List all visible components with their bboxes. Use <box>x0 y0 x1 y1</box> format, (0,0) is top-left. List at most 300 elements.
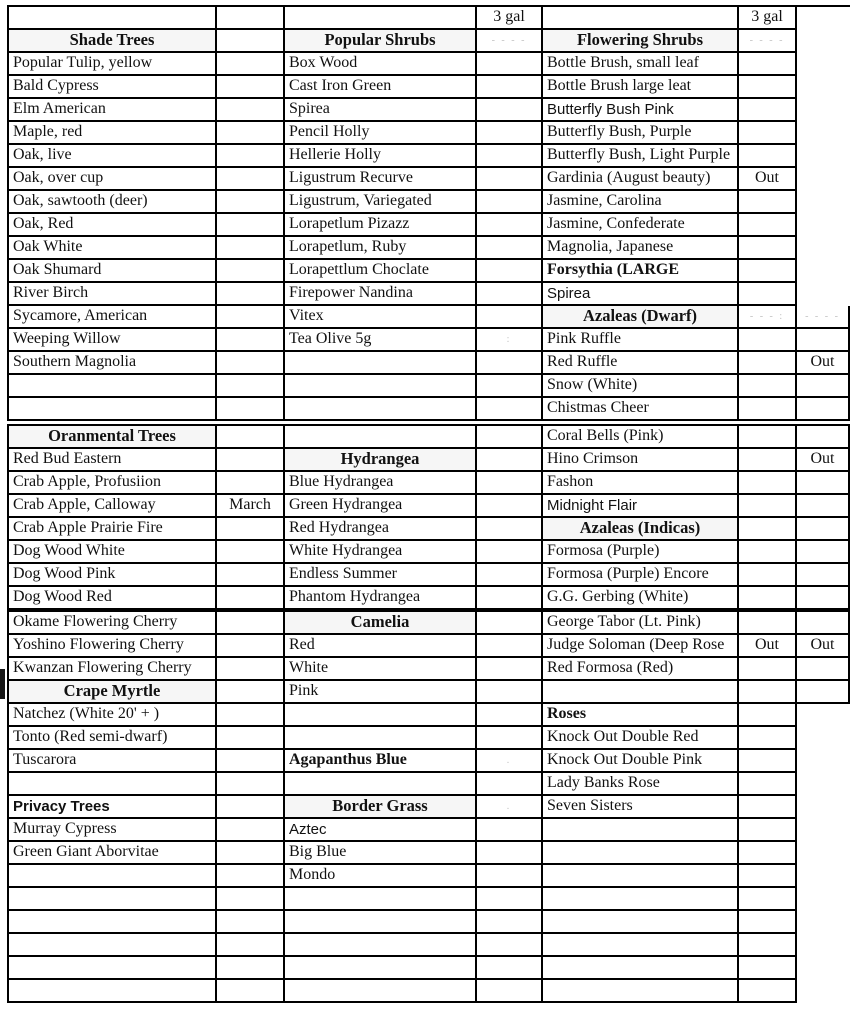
empty-cell <box>285 375 477 398</box>
empty-cell <box>217 260 285 283</box>
table-row <box>7 283 850 306</box>
empty-cell <box>739 518 797 541</box>
plant-name-cell: Blue Hydrangea <box>285 472 477 495</box>
table-row <box>7 773 850 796</box>
plant-name-cell: Pink <box>285 681 477 704</box>
empty-cell <box>285 704 477 727</box>
plant-name-cell: Midnight Flair <box>543 495 739 518</box>
empty-cell <box>477 237 543 260</box>
faint-mark-cell: . <box>477 750 543 773</box>
plant-name-cell: Red Bud Eastern <box>9 449 217 472</box>
section-header-cell: Border Grass <box>285 796 477 819</box>
table-row <box>7 635 850 658</box>
empty-cell <box>739 819 797 842</box>
empty-cell <box>739 329 797 352</box>
empty-cell <box>797 587 850 610</box>
empty-cell <box>477 681 543 704</box>
empty-cell <box>217 658 285 681</box>
plant-name-cell: Lorapetlum Pizazz <box>285 214 477 237</box>
plant-name-cell: Oak, over cup <box>9 168 217 191</box>
table-row <box>7 495 850 518</box>
empty-cell <box>285 426 477 449</box>
plant-name-cell: Jasmine, Carolina <box>543 191 739 214</box>
empty-cell <box>285 352 477 375</box>
empty-cell <box>543 842 739 865</box>
empty-cell <box>797 541 850 564</box>
empty-cell <box>285 934 477 957</box>
empty-cell <box>9 934 217 957</box>
plant-name-cell: River Birch <box>9 283 217 306</box>
empty-cell <box>9 980 217 1003</box>
empty-cell <box>543 681 739 704</box>
plant-name-cell: Red Ruffle <box>543 352 739 375</box>
plant-name-cell: Lady Banks Rose <box>543 773 739 796</box>
empty-cell <box>739 541 797 564</box>
empty-cell <box>285 888 477 911</box>
plant-name-cell: White Hydrangea <box>285 541 477 564</box>
plant-name-cell: Green Hydrangea <box>285 495 477 518</box>
plant-name-cell: White <box>285 658 477 681</box>
empty-cell <box>217 375 285 398</box>
empty-cell <box>477 564 543 587</box>
section-header-cell: Azaleas (Dwarf) <box>543 306 739 329</box>
plant-name-cell: Pencil Holly <box>285 122 477 145</box>
empty-cell <box>477 957 543 980</box>
plant-name-cell: Vitex <box>285 306 477 329</box>
empty-cell <box>739 145 797 168</box>
plant-name-cell: Big Blue <box>285 842 477 865</box>
plant-name-cell: Popular Tulip, yellow <box>9 53 217 76</box>
plant-name-cell: Knock Out Double Pink <box>543 750 739 773</box>
empty-cell <box>797 495 850 518</box>
status-out-cell: Out <box>797 352 850 375</box>
empty-cell <box>217 750 285 773</box>
plant-name-cell: Butterfly Bush Pink <box>543 99 739 122</box>
empty-cell <box>217 704 285 727</box>
empty-cell <box>477 518 543 541</box>
plant-name-cell: Dog Wood Red <box>9 587 217 610</box>
plant-name-cell: Maple, red <box>9 122 217 145</box>
empty-cell <box>797 612 850 635</box>
empty-cell <box>543 819 739 842</box>
plant-name-cell: Kwanzan Flowering Cherry <box>9 658 217 681</box>
plant-name-cell: Endless Summer <box>285 564 477 587</box>
plant-name-cell: Mondo <box>285 865 477 888</box>
empty-cell <box>477 980 543 1003</box>
plant-name-cell: Crab Apple, Calloway <box>9 495 217 518</box>
empty-cell <box>285 957 477 980</box>
section-header-cell: Crape Myrtle <box>9 681 217 704</box>
empty-cell <box>477 888 543 911</box>
plant-name-cell: Oak White <box>9 237 217 260</box>
table-row <box>7 5 850 30</box>
empty-cell <box>477 495 543 518</box>
table-row <box>7 704 850 727</box>
empty-cell <box>217 681 285 704</box>
plant-name-cell: Southern Magnolia <box>9 352 217 375</box>
empty-cell <box>217 191 285 214</box>
empty-cell <box>285 911 477 934</box>
plant-name-cell: Lorapettlum Choclate <box>285 260 477 283</box>
empty-cell <box>739 352 797 375</box>
empty-cell <box>543 888 739 911</box>
table-row <box>7 957 850 980</box>
empty-cell <box>9 865 217 888</box>
empty-cell <box>739 122 797 145</box>
faint-mark-cell: . <box>477 796 543 819</box>
empty-cell <box>217 283 285 306</box>
plant-name-cell: Crab Apple, Profusiion <box>9 472 217 495</box>
faint-mark-cell: - - - : <box>739 306 797 329</box>
plant-name-cell: Spirea <box>543 283 739 306</box>
plant-name-cell: Formosa (Purple) Encore <box>543 564 739 587</box>
empty-cell <box>285 398 477 421</box>
section-header-cell: Azaleas (Indicas) <box>543 518 739 541</box>
plant-name-cell: Oak, Red <box>9 214 217 237</box>
empty-cell <box>9 773 217 796</box>
empty-cell <box>217 398 285 421</box>
empty-cell <box>477 53 543 76</box>
empty-cell <box>217 449 285 472</box>
empty-cell <box>217 612 285 635</box>
empty-cell <box>217 564 285 587</box>
empty-cell <box>739 681 797 704</box>
empty-cell <box>217 727 285 750</box>
empty-cell <box>9 7 217 30</box>
plant-name-cell: Yoshino Flowering Cherry <box>9 635 217 658</box>
status-out-cell: Out <box>797 449 850 472</box>
plant-name-cell: Red Formosa (Red) <box>543 658 739 681</box>
empty-cell <box>739 472 797 495</box>
empty-cell <box>477 76 543 99</box>
table-row <box>7 564 850 587</box>
empty-cell <box>217 635 285 658</box>
empty-cell <box>217 819 285 842</box>
empty-cell <box>477 306 543 329</box>
empty-cell <box>739 612 797 635</box>
empty-cell <box>217 587 285 610</box>
plant-name-cell: Bottle Brush large leat <box>543 76 739 99</box>
empty-cell <box>739 957 797 980</box>
empty-cell <box>477 911 543 934</box>
table-row <box>7 681 850 704</box>
empty-cell <box>739 934 797 957</box>
empty-cell <box>477 635 543 658</box>
table-row <box>7 727 850 750</box>
empty-cell <box>739 842 797 865</box>
empty-cell <box>797 375 850 398</box>
plant-name-cell: Okame Flowering Cherry <box>9 612 217 635</box>
plant-name-cell: Oak Shumard <box>9 260 217 283</box>
empty-cell <box>217 426 285 449</box>
plant-name-cell: G.G. Gerbing (White) <box>543 587 739 610</box>
plant-name-cell: Hino Crimson <box>543 449 739 472</box>
empty-cell <box>797 681 850 704</box>
plant-name-cell: Aztec <box>285 819 477 842</box>
table-row <box>7 449 850 472</box>
empty-cell <box>543 934 739 957</box>
section-header-cell: Popular Shrubs <box>285 30 477 53</box>
faint-mark-cell: - - - - <box>477 30 543 53</box>
empty-cell <box>739 53 797 76</box>
empty-cell <box>217 214 285 237</box>
empty-cell <box>9 911 217 934</box>
plant-name-cell: Bottle Brush, small leaf <box>543 53 739 76</box>
plant-name-cell: Chistmas Cheer <box>543 398 739 421</box>
empty-cell <box>477 934 543 957</box>
empty-cell <box>9 398 217 421</box>
empty-cell <box>477 773 543 796</box>
empty-cell <box>285 773 477 796</box>
empty-cell <box>477 658 543 681</box>
empty-cell <box>739 426 797 449</box>
plant-name-cell: Oak, live <box>9 145 217 168</box>
empty-cell <box>217 329 285 352</box>
plant-name-cell: Ligustrum, Variegated <box>285 191 477 214</box>
empty-cell <box>477 260 543 283</box>
empty-cell <box>217 76 285 99</box>
empty-cell <box>217 352 285 375</box>
empty-cell <box>739 980 797 1003</box>
empty-cell <box>9 957 217 980</box>
empty-cell <box>797 329 850 352</box>
table-row <box>7 191 850 214</box>
plant-name-cell: Jasmine, Confederate <box>543 214 739 237</box>
empty-cell <box>477 426 543 449</box>
table-row <box>7 352 850 375</box>
empty-cell <box>217 934 285 957</box>
empty-cell <box>739 214 797 237</box>
table-row <box>7 76 850 99</box>
table-row <box>7 260 850 283</box>
empty-cell <box>543 911 739 934</box>
empty-cell <box>739 191 797 214</box>
empty-cell <box>797 472 850 495</box>
empty-cell <box>217 911 285 934</box>
plant-name-cell: Snow (White) <box>543 375 739 398</box>
table-row <box>7 888 850 911</box>
plant-name-cell: Tuscarora <box>9 750 217 773</box>
empty-cell <box>217 842 285 865</box>
plant-name-cell: Murray Cypress <box>9 819 217 842</box>
empty-cell <box>739 865 797 888</box>
plant-name-cell: Crab Apple Prairie Fire <box>9 518 217 541</box>
table-row <box>7 214 850 237</box>
empty-cell <box>739 99 797 122</box>
plant-name-cell: Seven Sisters <box>543 796 739 819</box>
empty-cell <box>217 865 285 888</box>
table-row <box>7 518 850 541</box>
empty-cell <box>285 7 477 30</box>
table-row <box>7 237 850 260</box>
plant-name-cell: Knock Out Double Red <box>543 727 739 750</box>
empty-cell <box>477 449 543 472</box>
table-row <box>7 865 850 888</box>
table-row <box>7 99 850 122</box>
table-row <box>7 398 850 421</box>
empty-cell <box>477 283 543 306</box>
plant-name-cell: Green Giant Aborvitae <box>9 842 217 865</box>
table-row <box>7 842 850 865</box>
faint-mark-cell: - - - - <box>797 306 850 329</box>
empty-cell <box>543 980 739 1003</box>
empty-cell <box>217 888 285 911</box>
empty-cell <box>797 564 850 587</box>
empty-cell <box>217 518 285 541</box>
empty-cell <box>477 612 543 635</box>
empty-cell <box>477 191 543 214</box>
empty-cell <box>217 122 285 145</box>
plant-name-cell: Red <box>285 635 477 658</box>
table-row <box>7 375 850 398</box>
table-row <box>7 424 850 449</box>
empty-cell <box>739 704 797 727</box>
section-header-cell: Forsythia (LARGE <box>543 260 739 283</box>
empty-cell <box>217 30 285 53</box>
empty-cell <box>739 564 797 587</box>
faint-mark-cell: - - - - <box>739 30 797 53</box>
empty-cell <box>477 99 543 122</box>
plant-name-cell: Box Wood <box>285 53 477 76</box>
empty-cell <box>477 398 543 421</box>
section-header-cell: Roses <box>543 704 739 727</box>
plant-name-cell: George Tabor (Lt. Pink) <box>543 612 739 635</box>
empty-cell <box>217 99 285 122</box>
empty-cell <box>739 587 797 610</box>
plant-name-cell: Pink Ruffle <box>543 329 739 352</box>
plant-name-cell: Formosa (Purple) <box>543 541 739 564</box>
empty-cell <box>739 237 797 260</box>
table-row <box>7 980 850 1003</box>
plant-name-cell: Hellerie Holly <box>285 145 477 168</box>
empty-cell <box>477 541 543 564</box>
empty-cell <box>217 53 285 76</box>
status-out-cell: Out <box>797 635 850 658</box>
plant-name-cell: Dog Wood White <box>9 541 217 564</box>
empty-cell <box>739 727 797 750</box>
empty-cell <box>739 260 797 283</box>
empty-cell <box>739 750 797 773</box>
plant-name-cell: Tea Olive 5g <box>285 329 477 352</box>
empty-cell <box>739 283 797 306</box>
empty-cell <box>797 426 850 449</box>
section-header-cell: Shade Trees <box>9 30 217 53</box>
status-out-cell: Out <box>739 168 797 191</box>
empty-cell <box>285 980 477 1003</box>
plant-name-cell: Oak, sawtooth (deer) <box>9 191 217 214</box>
plant-name-cell: Phantom Hydrangea <box>285 587 477 610</box>
empty-cell <box>739 495 797 518</box>
empty-cell <box>477 214 543 237</box>
table-row <box>7 934 850 957</box>
plant-name-cell: Sycamore, American <box>9 306 217 329</box>
plant-name-cell: Elm American <box>9 99 217 122</box>
table-row <box>7 587 850 610</box>
table-row <box>7 53 850 76</box>
empty-cell <box>217 237 285 260</box>
section-header-cell: Privacy Trees <box>9 796 217 819</box>
table-row <box>7 750 850 773</box>
empty-cell <box>739 773 797 796</box>
empty-cell <box>543 957 739 980</box>
empty-cell <box>739 398 797 421</box>
plant-name-cell: Coral Bells (Pink) <box>543 426 739 449</box>
empty-cell <box>217 541 285 564</box>
empty-cell <box>217 7 285 30</box>
empty-cell <box>217 957 285 980</box>
table-row <box>7 329 850 352</box>
empty-cell <box>217 796 285 819</box>
plant-name-cell: Butterfly Bush, Purple <box>543 122 739 145</box>
table-row <box>7 541 850 564</box>
table-row <box>7 819 850 842</box>
plant-name-cell: Red Hydrangea <box>285 518 477 541</box>
table-row <box>7 306 850 329</box>
section-header-cell: Agapanthus Blue <box>285 750 477 773</box>
empty-cell <box>797 398 850 421</box>
table-row <box>7 30 850 53</box>
plant-name-cell: Spirea <box>285 99 477 122</box>
month-note-cell: March <box>217 495 285 518</box>
inventory-table <box>7 5 850 1003</box>
table-row <box>7 122 850 145</box>
empty-cell <box>477 865 543 888</box>
table-row <box>7 796 850 819</box>
empty-cell <box>9 888 217 911</box>
empty-cell <box>9 375 217 398</box>
empty-cell <box>217 145 285 168</box>
section-header-cell: Oranmental Trees <box>9 426 217 449</box>
empty-cell <box>739 888 797 911</box>
plant-name-cell: Natchez (White 20' + ) <box>9 704 217 727</box>
empty-cell <box>285 727 477 750</box>
plant-name-cell: Judge Soloman (Deep Rose <box>543 635 739 658</box>
empty-cell <box>217 773 285 796</box>
scan-artifact-mark <box>0 669 5 699</box>
empty-cell <box>477 145 543 168</box>
empty-cell <box>217 306 285 329</box>
empty-cell <box>543 7 739 30</box>
table-row <box>7 610 850 635</box>
empty-cell <box>739 76 797 99</box>
plant-name-cell: Lorapetlum, Ruby <box>285 237 477 260</box>
plant-name-cell: Cast Iron Green <box>285 76 477 99</box>
empty-cell <box>739 911 797 934</box>
empty-cell <box>477 727 543 750</box>
empty-cell <box>217 168 285 191</box>
section-header-cell: Flowering Shrubs <box>543 30 739 53</box>
empty-cell <box>477 842 543 865</box>
empty-cell <box>217 472 285 495</box>
faint-mark-cell: : <box>477 329 543 352</box>
plant-name-cell: Ligustrum Recurve <box>285 168 477 191</box>
empty-cell <box>739 375 797 398</box>
status-out-cell: Out <box>739 635 797 658</box>
empty-cell <box>543 865 739 888</box>
empty-cell <box>739 796 797 819</box>
plant-name-cell: Tonto (Red semi-dwarf) <box>9 727 217 750</box>
plant-name-cell: Fashon <box>543 472 739 495</box>
plant-name-cell: Butterfly Bush, Light Purple <box>543 145 739 168</box>
table-row <box>7 168 850 191</box>
section-header-cell: Camelia <box>285 612 477 635</box>
empty-cell <box>739 658 797 681</box>
table-row <box>7 145 850 168</box>
section-header-cell: Hydrangea <box>285 449 477 472</box>
empty-cell <box>477 352 543 375</box>
empty-cell <box>477 122 543 145</box>
size-label-cell: 3 gal <box>477 7 543 30</box>
